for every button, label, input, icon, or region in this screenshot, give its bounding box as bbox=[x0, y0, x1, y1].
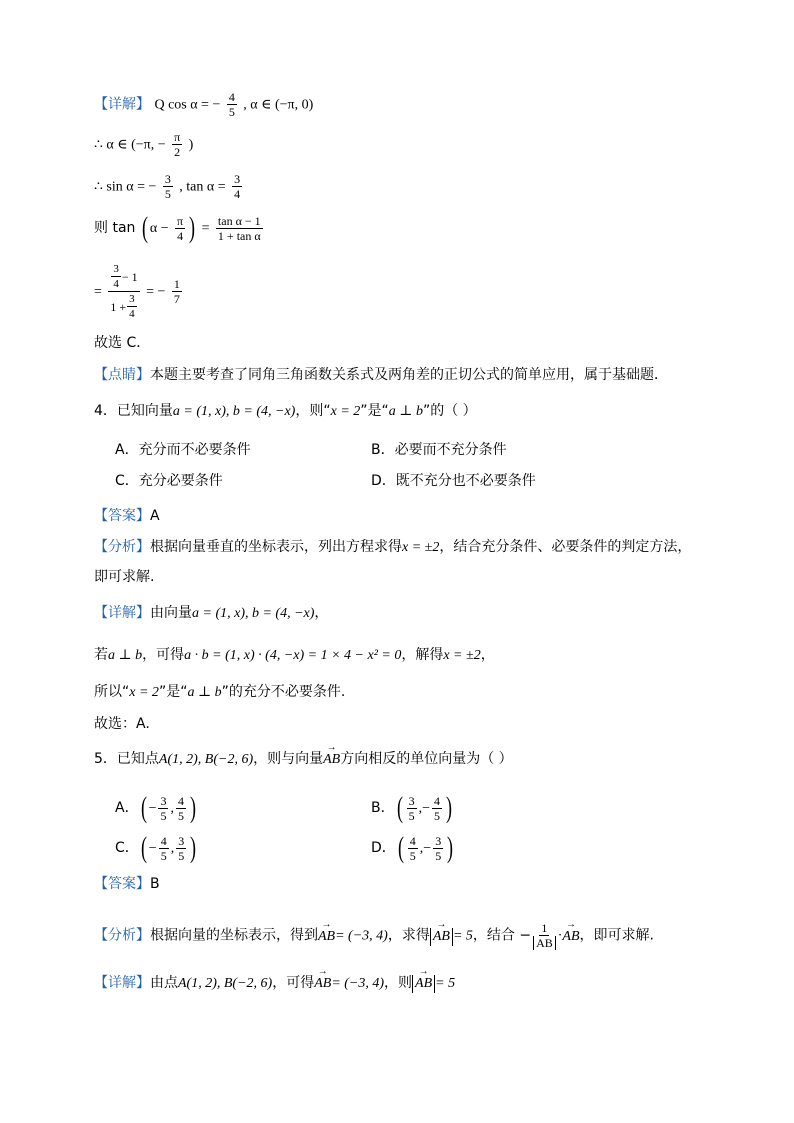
q4-choose: 故选：A. bbox=[94, 716, 150, 732]
question-5-stem: 5．已知点A(1, 2), B(−2, 6)，则与向量→ AB方向相反的单位向量为（ ） bbox=[94, 750, 513, 769]
detail-line-3: ∴ sin α = − $\frac{3}{5}$ , tan α = $\frac{3}{4}$ bbox=[94, 172, 241, 201]
q4-detail-3: 所以“x = 2”是“a ⊥ b”的充分不必要条件. bbox=[94, 684, 346, 700]
comment-label: 【点睛】 bbox=[94, 367, 150, 383]
fraction: $\frac{3}{4}$ bbox=[234, 172, 241, 201]
q5-detail: 【详解】由点A(1, 2), B(−2, 6)，可得→ AB= (−3, 4)，则→ AB = 5 bbox=[94, 974, 455, 993]
fraction: $\frac{3}{5}$ bbox=[164, 172, 171, 201]
q4-answer: 【答案】A bbox=[94, 508, 160, 524]
q4-option-b: B．必要而不充分条件 bbox=[371, 442, 507, 458]
detail-line-2: ∴ α ∈ (−π, − $\frac{\pi}{2}$ ) bbox=[94, 130, 194, 159]
q5-option-a: A．( − $\frac{3}{5}$ , $\frac{4}{5}$ ) bbox=[115, 791, 196, 824]
comment-line: 【点睛】本题主要考查了同角三角函数关系式及两角差的正切公式的简单应用，属于基础题． bbox=[94, 367, 668, 383]
q4-analysis-cont: 即可求解. bbox=[94, 569, 155, 585]
detail-label: 【详解】 bbox=[94, 96, 150, 113]
choose-line: 故选 C． bbox=[94, 335, 151, 351]
q5-option-c: C．( − $\frac{4}{5}$ , $\frac{3}{5}$ ) bbox=[115, 831, 197, 864]
detail-line-4: 则 tan ( α − $\frac{\pi}{4}$ ) = $\frac{\text{tan α − 1}}{\text{1 + tan α}}$ bbox=[94, 211, 261, 244]
fraction: $\frac{1}{7}$ bbox=[173, 277, 180, 306]
q4-analysis: 【分析】根据向量垂直的坐标表示，列出方程求得x = ±2，结合充分条件、必要条件的判定方法， bbox=[94, 539, 692, 555]
detail-line-5: = $\frac{3}{4}$ − 1 1 + $\frac{3}{4}$ = − $\frac{1}{7}$ bbox=[94, 263, 180, 320]
q4-option-c: C．充分必要条件 bbox=[115, 473, 223, 489]
q4-detail-1: 【详解】由向量a = (1, x), b = (4, −x)， bbox=[94, 605, 329, 621]
question-4-stem: 4．已知向量a = (1, x), b = (4, −x)，则“x = 2”是“a ⊥ b”的（ ） bbox=[94, 403, 477, 419]
compound-fraction: $\frac{3}{4}$ − 1 1 + $\frac{3}{4}$ bbox=[110, 263, 138, 320]
q5-answer: 【答案】B bbox=[94, 876, 160, 892]
q4-option-a: A．充分而不必要条件 bbox=[115, 442, 251, 458]
q4-option-d: D．既不充分也不必要条件 bbox=[371, 473, 536, 489]
detail-line-1: 【详解】 Q cos α = − $\frac{4}{5}$ , α ∈ (−π, 0) bbox=[94, 90, 314, 119]
fraction: $\frac{\pi}{4}$ bbox=[177, 213, 184, 243]
q5-analysis: 【分析】根据向量的坐标表示，得到→ AB= (−3, 4)，求得→ AB = 5，结合 − $\frac{1}{AB}$ ·→ AB，即可求解. bbox=[94, 921, 654, 950]
q5-option-d: D．( $\frac{4}{5}$ ,− $\frac{3}{5}$ ) bbox=[371, 831, 454, 864]
fraction: $\frac{\pi}{2}$ bbox=[174, 130, 181, 159]
q5-option-b: B．( $\frac{3}{5}$ ,− $\frac{4}{5}$ ) bbox=[371, 791, 453, 824]
q4-detail-2: 若a ⊥ b，可得a · b = (1, x) · (4, −x) = 1 × 4 − x² = 0，解得x = ±2， bbox=[94, 647, 495, 663]
fraction: $\frac{4}{5}$ bbox=[228, 90, 235, 119]
fraction: $\frac{\text{tan α − 1}}{\text{1 + tan α}}$ bbox=[217, 213, 261, 243]
